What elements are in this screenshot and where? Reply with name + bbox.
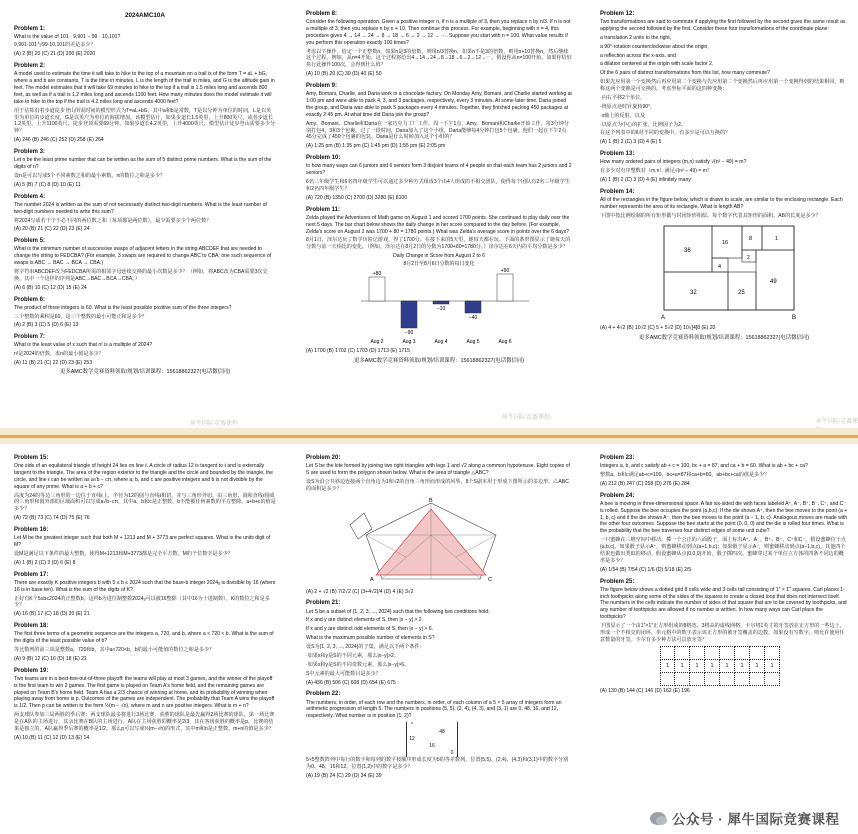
page-1-content — [0, 0, 286, 376]
rectangles-figure — [660, 222, 800, 324]
problem-text-en: What is the least value of x such that n! is a multiple of 2024? — [14, 342, 153, 349]
category-label: Aug 4 — [434, 339, 448, 346]
area-label: 32 — [690, 289, 697, 296]
page-3 — [586, 0, 858, 428]
matrix-cell: * — [411, 722, 413, 729]
area-label: 2 — [747, 254, 750, 261]
grid-cell — [735, 646, 750, 660]
grid-cell: 1 — [705, 660, 720, 673]
bar-chart — [339, 269, 539, 347]
vertex-c-label: C — [488, 576, 492, 583]
grid-cell — [765, 673, 780, 686]
matrix-cell: 48 — [439, 729, 445, 736]
problem-text-en: Zelda played the Adventures of Math game on August 1 and scored 1700 points. She continued to play daily over the next 5 days. The bar chart below shows the daily change in her score compared to the day before. (For example, Zelda's score on August 2 was 1700 + 80 = 1780 points.) What was Zelda's average score in points over the 6 days? — [306, 214, 570, 235]
grid-cell: 1 — [735, 660, 750, 673]
problem-heading: Problem 25: — [600, 578, 635, 585]
answer-choices: (A) 720 (B) 1350 (C) 2700 (D) 3280 (E) 8100 — [306, 194, 408, 201]
page-5 — [292, 444, 582, 834]
answer-choices: (A) 130 (B) 144 (C) 146 (D) 162 (E) 196 — [600, 687, 690, 694]
problem-text-en: The figure below shows a dotted grid 8 cells wide and 3 cells tall consisting of 1″ × 1″ squares. Carl places 1-inch toothpicks along some of the sides of the squares to create a closed loop that does not intersect itself. The numbers in the cells indicate the number of sides of that square that are to be covered by toothpicks, and any number of toothpicks are allowed if no number is written. In how many ways can Carl place the toothpicks? — [600, 586, 847, 621]
area-label: 4 — [718, 263, 722, 270]
number-array — [406, 722, 458, 757]
problem-text-cn: 将字符串ABCDEF改为FEDCBA所需的相邻字母连续交换的最小次数是多少？（例如，将ABC改为CBA需要3次交换，其中一个这样的序列是ABC→BAC→BCA→CBA。） — [14, 268, 268, 282]
grid-cell — [705, 673, 720, 686]
answer-choices: (A) 4 + 4√2 (B) 10√2 (C) 5 + 5√2 (D) 10√[4]8 (E) 20 — [600, 324, 716, 331]
problem-heading: Problem 24: — [600, 492, 635, 499]
problem-list — [306, 10, 572, 251]
answer-choices: (A) 436 (B) 506 (C) 608 (D) 654 (E) 675 — [306, 679, 396, 686]
problem-text-en: Two transformations are said to commute if applying the first followed by the second gives the same result as applying the second followed by the first. Consider these four transformations of the coordinate plane: — [600, 19, 846, 32]
matrix-cell — [437, 722, 447, 729]
bar-value-label: −10 — [436, 306, 446, 313]
problem-text-cn: 9,901·101与99·10,101的差是多少？ — [14, 42, 96, 49]
problem-text-cn: 5×5整数阵列中每行的数字和每列的数字按顺序形成长度为5的等差数列。位置(5,5)、(2,4)、(4,3)和(3,1)中的数字分别为0、48、16和12。位置(1,2)中的数字是多少？ — [306, 757, 569, 771]
problem-text-cn: 整数a、b和c满足ab+c=100、bc+a=87和ca+b=60。ab+bc+ca的值是多少？ — [600, 471, 770, 478]
kite-polygon-figure — [346, 495, 516, 587]
problem-text-cn: 下图显示了一个由1″×1″正方形组成的8格宽、3格高的虚线网格。卡尔将1英寸的牙签放在正方形的一些边上，形成一个不相交的闭环。单元格中的数字表示该正方形的被牙签覆盖的边数，如果没有写数字，则允许使用任意数量的牙签。卡尔有多少种方法可以放牙签？ — [600, 623, 845, 643]
problem-text-cn: 高度为24的等边三角形的一边位于直线ℓ上，半径为12的圆与直线ℓ相切，并与三角形外切。由三角形、圆和直线ℓ围成的三角形和圆外部的区域面积可以写成a√b−cπ，其中a、b和c是正整数，b不能被任何素数的平方整除。a+b+c的值是多少？ — [14, 492, 276, 513]
bar — [465, 301, 481, 313]
answer-choices: (A) 212 (B) 247 (C) 258 (D) 276 (E) 284 — [600, 480, 690, 487]
problem-heading: Problem 16: — [14, 527, 49, 534]
problem-bullet: a reflection across the x-axis, and — [600, 52, 676, 59]
problem-text-en: A bee is moving in three-dimensional space. A fair six-sided die with faces labeled A⁺, A⁻, B⁺, B⁻, C⁺, and C⁻ is rolled. Suppose the bee occupies the point (a,b,c). If the die shows A⁺, then the bee moves to the point (a + 1, b, c) and if the die shows A⁻, then the bee moves to the point (a − 1, b, c). Analogous moves are made with the other four outcomes. Suppose the bee starts at the point (0, 0, 0) and the die is rolled four times. What is the probability that the bee traverses four distinct edges of some unit cube? — [600, 500, 848, 535]
problem-text-cn: 有多少对有序整数对（m,n）满足√(n² − 49) = m？ — [600, 168, 713, 175]
problem-text-cn: 三个整数的乘积是60，这三个整数的最小可能正和是多少？ — [14, 313, 148, 320]
problem-text-en: Let S be the kite formed by joining two right triangles with legs 1 and √2 along a common hypotenuse. Eight copies of S are used to form the polygon shown below. What is the area of triangle △ABC? — [306, 463, 570, 476]
category-label: Aug 2 — [370, 339, 384, 346]
page-3-content — [586, 0, 858, 342]
problem-text-cn: 如果先应用第一个变换然后再应用第二个变换与先应用第二个变换然后再应用第一个变换得到的结果相同，则称这两个变换是可交换的。考虑坐标平面的这四种变换： — [600, 79, 845, 93]
problem-list — [306, 589, 572, 721]
watermark: 犀牛国际竞赛课程 — [502, 415, 551, 421]
problem-heading: Problem 17: — [14, 571, 49, 578]
grid-cell: 1 — [720, 660, 735, 673]
matrix-cell — [417, 729, 427, 736]
problem-text-cn: Amy、Bomani、Charlie和Daria在一家巧克力工厂工作。周一下午1点，Amy、Bomani和Charlie开始工作，每3分钟分别打包4、3和3个包裹。过了一段时间，Daria加入了这个小组，Daria能够每4分钟打包5个包裹。他们一起在下午2点45分完成了450个包裹的包装。Daria是什么时候加入这个小组的？ — [306, 120, 569, 141]
bar-value-label: +90 — [500, 268, 510, 275]
problem-list — [600, 10, 848, 220]
problem-text-cn: 两支球队参加三局两胜的季后赛：两支球队最多将进行3场比赛，获胜的球队是最先赢得2场比赛的球队。第一场比赛是在A队的主场进行，其余比赛在B队的主场进行。A队在主场获胜的概率是2/3，其在客场获胜的概率是p。比赛的结果是独立的。A队赢得季后赛的概率是1/2。那么p可以写成½(m−√n)的形式，其中m和n是正整数。m+n的值是多少？ — [14, 712, 275, 732]
page-4-content — [0, 444, 286, 742]
problem-heading: Problem 9: — [306, 83, 338, 90]
grid-cell: 1 — [660, 660, 675, 673]
area-label: 1 — [775, 235, 779, 242]
problem-text-cn: 下图中按比例绘制的所有矩形都与封闭矩形相似。每个数字代表其矩形的面积。AB的长度是多少？ — [600, 212, 821, 219]
problem-text-en: How many ordered pairs of integers (m,n) satisfy √(n² − 49) = m? — [600, 159, 747, 166]
grid-cell — [720, 646, 735, 660]
problem-text-cn: 设S为{1, 2, 3, ..., 2024}的子集，满足以下两个条件： — [306, 644, 425, 651]
grid-cell: 1 — [675, 660, 690, 673]
document-title: 2024AMC10A — [125, 12, 165, 19]
area-label: 25 — [738, 289, 745, 296]
answer-choices: (A) 20 (B) 21 (C) 22 (D) 23 (E) 24 — [14, 226, 90, 233]
grid-cell — [690, 673, 705, 686]
problem-heading: Problem 7: — [14, 334, 46, 341]
grid-cell: 1 — [690, 660, 705, 673]
grid-cell — [750, 673, 765, 686]
dotted-grid-figure — [660, 646, 780, 686]
grid-cell: 1 — [765, 660, 780, 673]
problem-text-en: The first three terms of a geometric sequence are the integers a, 720, and b, where a < 720 < b. What is the sum of the digits of the least possible value of b? — [14, 631, 274, 645]
bar — [433, 301, 449, 304]
grid-cell: 1 — [750, 660, 765, 673]
watermark: 犀牛国际竞赛课 — [816, 419, 858, 425]
page-footer: 更多AMC数学竞赛资料领取/规划/培训课程：15618862327(电话微信同) — [638, 334, 810, 341]
problem-heading: Problem 19: — [14, 667, 49, 674]
problem-text-en: What is the maximum possible number of elements in S? — [306, 635, 435, 642]
problem-heading: Problem 8: — [306, 11, 338, 17]
problem-bullet: a 90°-rotation counterclockwise about the origin, — [600, 43, 709, 50]
problem-text-en: Let S be a subset of {1, 2, 3, ..., 2024} such that the following two conditions hold: — [306, 608, 490, 615]
vertex-b-label: B — [429, 497, 433, 504]
page-4 — [0, 444, 286, 834]
grid-cell — [735, 673, 750, 686]
page-1 — [0, 0, 286, 428]
problem-heading: Problem 3: — [14, 149, 46, 156]
problem-heading: Problem 10: — [306, 155, 341, 162]
problem-bullet-cn: ·以原点为中心的扩张，比例因子为2。 — [600, 121, 687, 128]
watermark: 犀牛国际竞赛课程 — [190, 421, 239, 427]
problem-bullet-cn: ·x轴上的反射，以及 — [600, 112, 645, 119]
problem-text-en: There are exactly K positive integers b with 5 ≤ b ≤ 2024 such that the base-b integer 2024ᵦ is divisible by 16 (where 16 is in base ten). What is the sum of the digits of K? — [14, 579, 276, 593]
problem-bullet-cn: ·如果x和y是S的不同元素，那么|x−y|>2。 — [306, 652, 399, 659]
matrix-cell — [407, 743, 417, 750]
problem-text-cn: n!是2024的倍数，求n的最小值是多少？ — [14, 351, 104, 358]
matrix-cell — [427, 729, 437, 736]
area-label: 36 — [684, 247, 691, 254]
problem-heading: Problem 13: — [600, 151, 635, 158]
problem-text-cn: 设M是满足以下条件的最大整数，使得M+1213和M+3773都是完全平方数。M的个位数字是多少？ — [14, 550, 233, 557]
problem-text-en: Let M be the greatest integer such that both M + 1213 and M + 3773 are perfect squares. What is the units digit of M? — [14, 535, 271, 549]
page-footer: 更多AMC数学竞赛资料领取/规划/培训课程：15618862327(电话微信同) — [59, 369, 231, 376]
problem-text-cn: 在这个列表中的6对不同的变换中，有多少是可以互换的？ — [600, 130, 731, 137]
grid-cell — [765, 646, 780, 660]
problem-text-en: The product of three integers is 60. What is the least possible positive sum of the three integers? — [14, 304, 232, 311]
problem-heading: Problem 1: — [14, 25, 46, 32]
problem-text-cn: 等比数列的前三项是整数a，720和b，其中a<720<b，b的最小可能值的数位之和是多少？ — [14, 647, 215, 653]
problem-heading: Problem 4: — [14, 193, 46, 200]
matrix-cell — [417, 743, 427, 750]
answer-choices: (A) 9 (B) 12 (C) 16 (D) 18 (E) 21 — [14, 655, 87, 662]
answer-choices: (A) 5 (B) 7 (C) 8 (D) 10 (E) 11 — [14, 181, 81, 188]
answer-choices: (A) 246 (B) 246 (C) 252 (D) 258 (E) 264 — [14, 137, 104, 144]
category-label: Aug 5 — [466, 339, 480, 346]
grid-cell — [660, 646, 675, 660]
grid-cell — [705, 646, 720, 660]
problem-heading: Problem 2: — [14, 63, 46, 70]
matrix-cell — [417, 736, 427, 743]
problem-bullet-cn: ·如果x和y是S的不同奇数元素，那么|x−y|>6。 — [306, 661, 410, 668]
matrix-cell: 12 — [409, 736, 415, 743]
matrix-cell: 0 — [450, 750, 454, 757]
bar — [369, 277, 385, 301]
problem-heading: Problem 6: — [14, 296, 46, 303]
problem-bullet: a dilation centered at the origin with scale factor 2. — [600, 61, 714, 68]
problem-text-cn: 将2024写成若干个不必不同的两位数之和（每项都是两位数），最少需要多少个两位数？ — [14, 217, 212, 224]
answer-choices: (A) 1 (B) 2 (C) 3 (D) 6 (E) 8 — [14, 559, 76, 566]
bar-value-label: +80 — [372, 271, 382, 278]
problem-heading: Problem 15: — [14, 455, 49, 461]
page-2-content — [292, 0, 582, 365]
page-6 — [586, 444, 858, 834]
page-separator — [0, 428, 858, 444]
answer-choices: (A) 16 (B) 17 (C) 18 (D) 20 (E) 21 — [14, 611, 90, 618]
problem-list — [306, 757, 572, 780]
problem-text-en: What is the minimum number of successive swaps of adjacent letters in the string ABCDEF that are needed to change the string to FEDCBA? (For example, 3 swaps are required to change ABC to CBA; one such sequence of swaps is ABC → BAC → BCA → CBA.) — [14, 246, 272, 267]
grid-cell — [675, 646, 690, 660]
page-2 — [292, 0, 582, 428]
category-label: Aug 6 — [498, 339, 512, 346]
matrix-cell — [407, 729, 417, 736]
problem-heading: Problem 18: — [14, 623, 49, 630]
area-label: 49 — [770, 278, 777, 285]
problem-heading: Problem 20: — [306, 455, 341, 461]
problem-text-en: All of the rectangles in the figure below, which is drawn to scale, are similar to the enclosing rectangle. Each number represents the area of its rectangle. What is length AB? — [600, 197, 843, 210]
problem-text-en: The number 2024 is written as the sum of not necessarily distinct two-digit numbers. What is the least number of two-digit numbers needed to write this sum? — [14, 201, 267, 215]
answer-choices: (A) 19 (B) 24 (C) 29 (D) 34 (E) 39 — [306, 772, 382, 779]
problem-bullet-cn: ·绕原点逆时针旋转90°， — [600, 103, 656, 110]
matrix-cell — [447, 736, 457, 743]
answer-choices: (A) 1 (B) 2 (C) 3 (D) 4 (E) 5 — [600, 139, 662, 146]
problem-bullet: a translation 2 units to the right, — [600, 34, 672, 41]
grid-cell — [675, 673, 690, 686]
page-6-content — [586, 444, 858, 695]
brand-logo — [650, 808, 840, 828]
chart-title: Daily Change in Score from August 2 to 6 — [393, 253, 485, 260]
answer-choices: (A) 1 (B) 2 (C) 3 (D) 4 (E) infinitely many — [600, 177, 691, 184]
answer-choices: (A) 1700 (B) 1702 (C) 1703 (D) 1713 (E) 1715 — [306, 348, 410, 355]
problem-text-en: Let n be the least prime number that can be written as the sum of 5 distinct prime numbers. What is the sum of the digits of n? — [14, 157, 272, 171]
page-5-content — [292, 444, 582, 780]
area-label: 16 — [722, 239, 729, 246]
grid-cell — [660, 673, 675, 686]
point-a-label: A — [661, 314, 666, 321]
separator-line — [0, 435, 858, 438]
answer-choices: (A) 2 (B) 3 (C) 5 (D) 6 (E) 13 — [14, 322, 79, 329]
bar-value-label: −40 — [468, 315, 478, 322]
category-label: Aug 3 — [402, 339, 416, 346]
matrix-cell — [437, 736, 447, 743]
problem-text-cn: 考虑以下操作。给定一个正整数n，如果n是3的倍数，则用n/3替换n。如果n不是3的倍数，则用n+10替换n。然后继续这个过程。例如，从n=4开始，这个过程将给出4→14→24→8→18→6→2→12→⋯。假设你从n=100开始。如果你恰好执行此操作100次，会得到什么值？ — [306, 48, 572, 69]
answer-choices: (A) 2 + √2 (B) 7/2√2 (C) (3+4√2)/4 (D) 4 (E) 3√2 — [306, 588, 414, 595]
problem-text-cn: 设n是可以写成5个不同素数之和的最小素数。n的数位之和是多少？ — [14, 172, 166, 179]
answer-choices: (A) 1:25 pm (B) 1:35 pm (C) 1:45 pm (D) 1:55 pm (E) 2:05 pm — [306, 143, 446, 150]
problem-heading: Problem 23: — [600, 455, 635, 461]
problem-text-en: Of the 6 pairs of distinct transformations from this list, how many commute? — [600, 70, 770, 77]
problem-bullet: If x and y are distinct odd elements of S, then |x − y| > 6. — [306, 626, 433, 633]
problem-text-en: Integers a, b, and c satisfy ab + c = 100, bc + a = 87, and ca + b = 60. What is ab + bc + ca? — [600, 463, 808, 470]
answer-choices: (A) 10 (B) 11 (C) 12 (D) 13 (E) 14 — [14, 734, 90, 741]
problem-heading: Problem 21: — [306, 600, 341, 607]
answer-choices: (A) 10 (B) 20 (C) 30 (D) 40 (E) 50 — [306, 71, 382, 78]
bar — [401, 301, 417, 328]
problem-text-cn: S中元素的最大可能数目是多少？ — [306, 670, 381, 677]
problem-heading: Problem 12: — [600, 11, 635, 17]
problem-heading: Problem 22: — [306, 691, 341, 698]
problem-text-en: Consider the following operation. Given a positive integer n, if n is a multiple of 3, then you replace n by n/3. If n is not a multiple of 3, then you replace n by n + 10. Then continue this process. For example, beginning with n = 4, this procedure gives 4 → 14 → 24 → 8 → 18 → 6 → 2 → 12 → ⋯. Suppose you start with n = 100. What value results if you perform this operation exactly 100 times? — [306, 19, 571, 46]
matrix-cell — [447, 722, 457, 729]
grid-cell — [720, 673, 735, 686]
matrix-cell — [427, 736, 437, 743]
problem-text-en: What is the value of 101 · 9,901 − 99 · 10,101? — [14, 33, 121, 40]
area-label: 8 — [749, 235, 753, 242]
answer-choices: (A) 11 (B) 21 (C) 22 (D) 23 (E) 253 — [14, 360, 93, 367]
chart-subtitle: 8月2日至8月6日分数的每日变化 — [403, 261, 475, 268]
point-b-label: B — [792, 314, 797, 321]
bar-value-label: −90 — [404, 330, 414, 337]
matrix-cell — [427, 722, 437, 729]
problem-text-en: A model used to estimate the time it will take to hike to the top of a mountain on a trail is of the form T = aL + bG, where a and b are constants, T is the time in minutes, L is the length of the trail in miles, and G is the altitude gain in feet. The model estimates that it will take 69 minutes to hike to the top if a trail is 1.5 miles long and ascends 800 feet, as well as if a trail is 1.2 miles long and ascends 1100 feet. How many minutes does the model estimate it will take to hike to the top if the trail is 4.2 miles long and ascends 4000 feet? — [14, 71, 275, 105]
problem-heading: Problem 11: — [306, 206, 341, 213]
problem-text-en: Two teams are in a best-two-out-of-three playoff: the teams will play at most 3 games, and the winner of the playoff is the first team to win 2 games. The first game is played on Team A's home field, and the remaining games are played on Team B's home field. Team A has a 2/3 chance of winning at home, and its probability of winning when playing away from home is p. Outcomes of the games are independent. The probability that Team A wins the playoff is 1/2. Then p can be written in the form ½(m − √n), where m and n are positive integers. What is m + n? — [14, 675, 275, 710]
matrix-cell: 16 — [429, 743, 435, 750]
problem-bullet-cn: ·向右平移2个单位， — [600, 94, 646, 101]
page-footer: 更多AMC数学竞赛资料领取/规划/培训课程：15618862327(电话微信同) — [353, 358, 525, 364]
problem-text-en: In how many ways can 6 juniors and 6 seniors form 3 disjoint teams of 4 people so that each team has 2 juniors and 2 seniors? — [306, 163, 572, 177]
bar — [497, 274, 513, 301]
answer-choices: (A) 72 (B) 73 (C) 74 (D) 75 (E) 76 — [14, 515, 90, 522]
matrix-cell — [437, 743, 447, 750]
problem-list — [600, 454, 848, 644]
matrix-cell — [447, 729, 457, 736]
problem-text-cn: 设S为沿公共斜边连接两个直角边为1和√2的直角三角形而形成的风筝。8个S副本用于形成下图所示的多边形。△ABC的面积是多少？ — [306, 478, 569, 492]
problem-heading: Problem 5: — [14, 238, 46, 245]
problem-list — [14, 454, 276, 742]
vertex-a-label: A — [370, 576, 374, 583]
problem-list — [14, 25, 276, 368]
problem-text-cn: 用于估算沿着步道徒步登山所需时间的模型形式为T=aL+bG，其中a和b是常数，T是以分钟为单位的时间，L是以英里为单位的步道长度，G是以英尺为单位的海拔增加。该模型估计，如果步道长1.5英里，上升800英尺，或者步道长1.2英里，上升1100英尺，徒步登顶需要69分钟。如果步道长4.2英里，上升4000英尺，模型估计徒步登山需要多少分钟？ — [14, 107, 276, 135]
problem-heading: Problem 14: — [600, 188, 635, 195]
matrix-cell — [447, 743, 457, 750]
brand-name: 公众号 · 犀牛国际竞赛课程 — [672, 812, 840, 827]
problem-text-en: The numbers, in order, of each row and the numbers, in order, of each column of a 5 × 5 array of integers form an arithmetic progression of length 5. The numbers in positions (5, 5), (2, 4), (4, 3), and (3, 1) are 0, 48, 16, and 12, respectively. What number is in position (1, 2)? — [306, 699, 562, 720]
matrix-cell — [417, 722, 427, 729]
answer-choices: (A) 6 (B) 10 (C) 12 (D) 15 (E) 24 — [14, 284, 87, 291]
problem-text-en: One side of an equilateral triangle of height 24 lies on line ℓ. A circle of radius 12 is tangent to ℓ and is externally tangent to the triangle. The area of the region exterior to the triangle and the circle and bounded by the triangle, the circle, and line ℓ can be written as a√b − cπ, where a, b, and c are positive integers and b is not divisible by the square of any prime. What is a + b + c? — [14, 463, 274, 490]
problem-text-cn: 8月1日，泽尔达玩了数学历险记游戏，得了1700分。在接下来的5天里，她每天都在玩。下面的条形图显示了她每天的分数与前一天相比的变化。（例如，泽尔达在8月2日的分数为1700+80=1780分。）泽尔达在6天内的平均分数是多少？ — [306, 237, 571, 251]
problem-text-cn: 正好有K个5≤b≤2024的正整数b，这样b为进位制整数2024ᵦ可以被16整除（其中16为十进制数）。K的数位之和是多少？ — [14, 595, 270, 609]
problem-text-cn: 6名三年级学生和6名四年级学生可以通过多少种方式组成3个由4人组成的不相交团队，使得每个团队有2名三年级学生和2名四年级学生？ — [306, 179, 570, 192]
problem-text-cn: 一只蜜蜂在三维空间中移动。掷一个公正的六面骰子，面上标有A⁺、A⁻、B⁺、B⁻、C⁺和C⁻。假设蜜蜂位于点(a,b,c)。如果骰子显示A⁺，则蜜蜂移动到点(a+1,b,c)；如果骰子显示A⁻，则蜜蜂移动到点(a−1,b,c)。其他四个结果也做出类似的移动。假设蜜蜂从点(0,0,0)开始，骰子掷四次。蜜蜂穿过某个单位立方体的四条不同边的概率是多少？ — [600, 537, 846, 564]
grid-cell — [750, 646, 765, 660]
grid-cell — [690, 646, 705, 660]
wechat-icon — [650, 812, 666, 825]
problem-list — [306, 454, 572, 493]
answer-choices: (A) 2 (B) 20 (C) 21 (D) 200 (E) 2020 — [14, 51, 96, 58]
problem-text-en: Amy, Bomani, Charlie, and Daria work in a chocolate factory. On Monday Amy, Bomani, and Charlie started working at 1:00 pm and were able to pack 4, 3, and 3 packages, respectively, every 3 minutes. At some later time, Daria joined the group, and Daria was able to pack 5 packages every 4 minutes. Together, they finished packing 450 packages at exactly 2:45 pm. At what time did Daria join the group? — [306, 91, 572, 118]
problem-bullet: If x and y are distinct elements of S, then |x − y| > 2. — [306, 617, 424, 624]
answer-choices: (A) 1/54 (B) 7/54 (C) 1/6 (D) 5/18 (E) 2/5 — [600, 566, 692, 573]
